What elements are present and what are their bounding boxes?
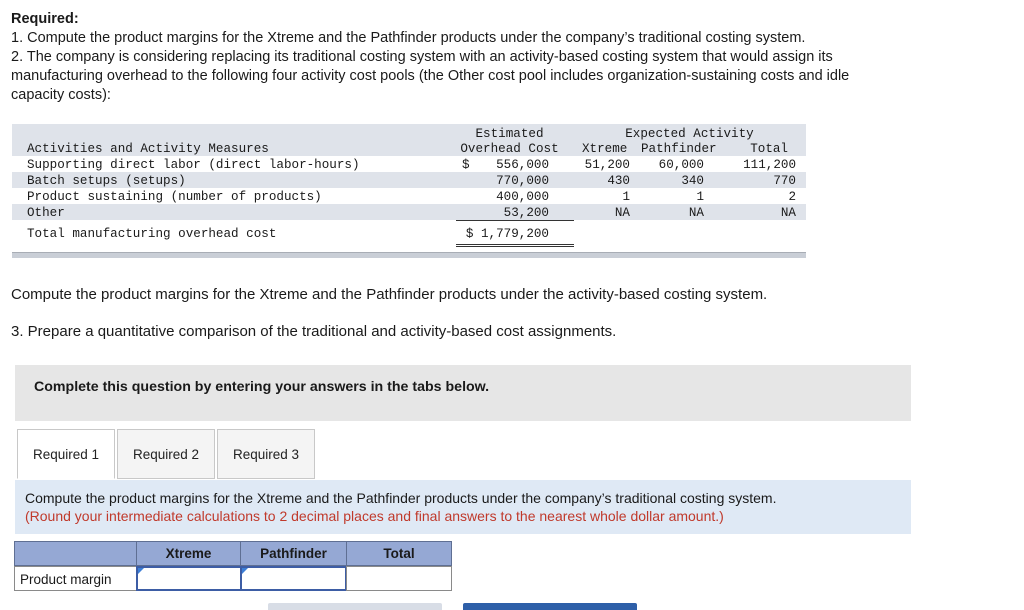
- header-blank-cell: [14, 541, 137, 566]
- total-activity: 2: [788, 190, 796, 204]
- subtotal-rule: [456, 220, 574, 221]
- activity-label: Product sustaining (number of products): [27, 190, 322, 204]
- dollar-sign: $: [462, 158, 470, 172]
- total-overhead-cost: $ 1,779,200: [465, 227, 549, 241]
- tab-required-2[interactable]: Required 2: [117, 429, 215, 479]
- rounding-instruction: (Round your intermediate calculations to 2 decimal places and final answers to the nearest whole dollar amount.): [25, 508, 724, 524]
- total-activity: NA: [780, 206, 796, 220]
- question-2-abc: Compute the product margins for the Xtreme and the Pathfinder products under the activity-based costing system.: [11, 286, 768, 303]
- intro-text: [11, 10, 1011, 105]
- header-xtreme: Xtreme: [582, 142, 628, 156]
- instruction-box: [15, 365, 911, 421]
- activity-label: Batch setups (setups): [27, 174, 186, 188]
- xtreme-activity: 430: [607, 174, 630, 188]
- overhead-cost: 556,000: [496, 158, 549, 172]
- required-2-text-line1: 2. The company is considering replacing its traditional costing system with an activity-based costing system that would assign its: [11, 49, 833, 65]
- required-heading: Required:: [11, 11, 79, 27]
- overhead-cost: 770,000: [496, 174, 549, 188]
- total-margin-cell: [346, 566, 452, 591]
- tab-instruction-text: Compute the product margins for the Xtreme and the Pathfinder products under the company’s traditional costing system.: [25, 490, 777, 506]
- xtreme-activity: NA: [614, 206, 630, 220]
- header-activities: Activities and Activity Measures: [27, 142, 269, 156]
- header-expected-activity: Expected Activity: [625, 127, 754, 141]
- total-rule: [456, 244, 574, 245]
- total-overhead-label: Total manufacturing overhead cost: [27, 227, 277, 241]
- activity-cost-table: [12, 124, 806, 257]
- overhead-cost: 53,200: [503, 206, 549, 220]
- total-activity: 111,200: [743, 158, 796, 172]
- next-button[interactable]: [463, 603, 637, 610]
- table-scrollbar: [12, 252, 806, 258]
- tab-required-3[interactable]: Required 3: [217, 429, 315, 479]
- header-pathfinder: Pathfinder: [641, 142, 717, 156]
- question-3: 3. Prepare a quantitative comparison of the traditional and activity-based cost assignments.: [11, 323, 617, 340]
- instruction-text: Complete this question by entering your answers in the tabs below.: [34, 379, 490, 395]
- pathfinder-activity: 60,000: [658, 158, 704, 172]
- xtreme-activity: 1: [622, 190, 630, 204]
- row-label-product-margin: Product margin: [14, 566, 137, 591]
- header-estimated: Estimated: [475, 127, 544, 141]
- overhead-cost: 400,000: [496, 190, 549, 204]
- header-total: Total: [750, 142, 788, 156]
- total-activity: 770: [773, 174, 796, 188]
- xtreme-margin-input[interactable]: [136, 566, 242, 591]
- total-double-rule: [456, 246, 574, 247]
- column-header-pathfinder: Pathfinder: [240, 541, 347, 566]
- pathfinder-activity: 1: [696, 190, 704, 204]
- required-2-text-line2: manufacturing overhead to the following four activity cost pools (the Other cost pool includes organization-sustaining costs and idle: [11, 68, 850, 84]
- tab-instructions: [15, 480, 911, 534]
- activity-label: Other: [27, 206, 65, 220]
- required-1-text: 1. Compute the product margins for the Xtreme and the Pathfinder products under the company’s traditional costing system.: [11, 30, 806, 46]
- pathfinder-margin-input[interactable]: [240, 566, 347, 591]
- xtreme-activity: 51,200: [584, 158, 630, 172]
- tab-required-1[interactable]: Required 1: [17, 429, 115, 479]
- pathfinder-activity: 340: [681, 174, 704, 188]
- prev-button[interactable]: [268, 603, 442, 610]
- column-header-xtreme: Xtreme: [136, 541, 241, 566]
- column-header-total: Total: [346, 541, 452, 566]
- pathfinder-activity: NA: [688, 206, 704, 220]
- header-overhead-cost: Overhead Cost: [460, 142, 559, 156]
- required-2-text-line3: capacity costs):: [11, 87, 111, 103]
- activity-label: Supporting direct labor (direct labor-hours): [27, 158, 360, 172]
